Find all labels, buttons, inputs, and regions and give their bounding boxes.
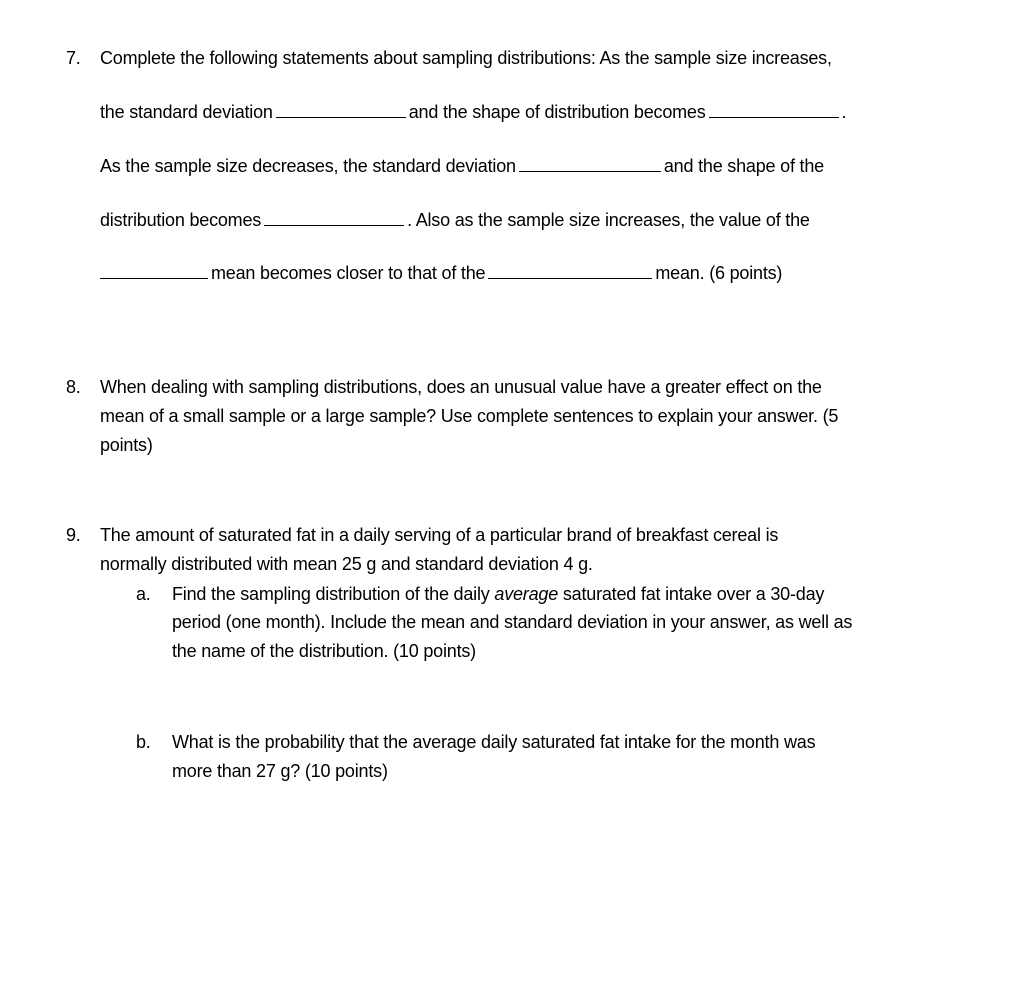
question-8-line-1: When dealing with sampling distributions, does an unusual value have a greater effect on the [100, 377, 822, 397]
question-7-line-4-text-a: distribution becomes [100, 210, 262, 230]
question-7-line-5-text-a: mean becomes closer to that of the [211, 263, 486, 283]
question-7-line-4 [100, 209, 810, 231]
question-7-line-5 [100, 262, 782, 284]
question-9b-label: b. [136, 732, 151, 752]
question-7-line-5-text-b: mean. (6 points) [655, 263, 783, 283]
question-7-line-1: Complete the following statements about sampling distributions: As the sample size increases, [100, 48, 832, 68]
question-8-number: 8. [66, 377, 81, 397]
question-7-line-3-text-b: and the shape of the [663, 156, 824, 176]
question-9a-label: a. [136, 584, 151, 604]
question-9a-line-1-text-b: saturated fat intake over a 30-day [558, 584, 825, 604]
question-7-line-3-text-a: As the sample size decreases, the standard deviation [100, 156, 516, 176]
question-8-line-3: points) [100, 435, 153, 455]
answer-blank-3[interactable] [519, 155, 661, 172]
question-7-line-3 [100, 155, 824, 177]
question-8-line-2: mean of a small sample or a large sample? Use complete sentences to explain your answer. (5 [100, 406, 839, 426]
answer-blank-1[interactable] [276, 101, 406, 118]
answer-blank-2[interactable] [709, 101, 839, 118]
question-9a-emphasis: average [494, 584, 559, 604]
answer-blank-5[interactable] [100, 262, 208, 279]
question-9-line-2: normally distributed with mean 25 g and standard deviation 4 g. [100, 554, 593, 574]
answer-blank-4[interactable] [264, 209, 404, 226]
question-9a-line-3: the name of the distribution. (10 points) [172, 641, 476, 661]
question-9-number: 9. [66, 525, 81, 545]
answer-blank-6[interactable] [488, 262, 652, 279]
question-7-line-2-text-b: and the shape of distribution becomes [408, 102, 706, 122]
question-9b-line-2: more than 27 g? (10 points) [172, 761, 388, 781]
question-9-line-1: The amount of saturated fat in a daily serving of a particular brand of breakfast cereal is [100, 525, 779, 545]
question-9a-line-2: period (one month). Include the mean and standard deviation in your answer, as well as [172, 612, 853, 632]
question-7-line-2-text-c: . [841, 102, 847, 122]
question-9b-line-1: What is the probability that the average daily saturated fat intake for the month was [172, 732, 816, 752]
question-7-line-4-text-b: . Also as the sample size increases, the value of the [407, 210, 810, 230]
question-7-line-2-text-a: the standard deviation [100, 102, 273, 122]
question-7-line-2 [100, 101, 846, 123]
question-7-number: 7. [66, 48, 81, 68]
question-9a-line-1-text-a: Find the sampling distribution of the daily [172, 584, 495, 604]
question-9a-line-1 [172, 583, 824, 605]
